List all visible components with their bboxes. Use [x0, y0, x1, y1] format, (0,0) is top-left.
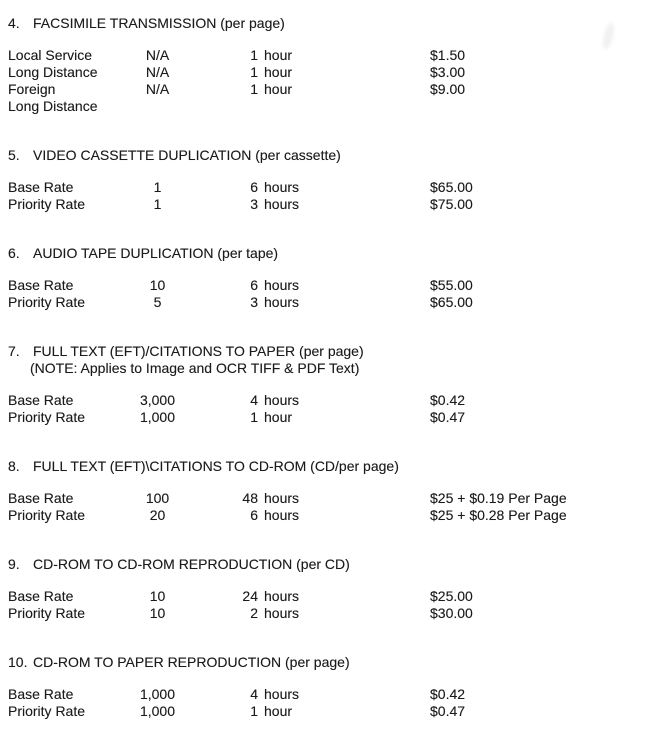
row-price: $75.00	[430, 196, 473, 212]
section-title: FACSIMILE TRANSMISSION (per page)	[33, 15, 285, 31]
section-heading	[8, 343, 650, 377]
row-quantity: 20	[149, 507, 166, 523]
turnaround-number: 1	[250, 64, 258, 80]
row-price: $25 + $0.19 Per Page	[430, 490, 567, 506]
section-number: 4.	[8, 15, 20, 31]
row-price: $0.47	[430, 703, 466, 719]
turnaround-unit: hours	[264, 507, 300, 523]
section-heading	[8, 147, 650, 164]
row-turnaround	[195, 409, 430, 426]
row-label: Foreign	[8, 81, 56, 97]
table-row	[8, 196, 650, 213]
table-row	[8, 490, 650, 507]
row-quantity: N/A	[145, 81, 170, 97]
row-quantity: N/A	[145, 64, 170, 80]
row-quantity: 10	[149, 277, 166, 293]
row-label: Local Service	[8, 47, 93, 63]
row-label: Long Distance	[8, 98, 98, 114]
turnaround-unit: hour	[264, 81, 293, 97]
row-label: Base Rate	[8, 686, 74, 702]
rate-table	[8, 686, 650, 720]
row-quantity: 1,000	[139, 686, 176, 702]
row-turnaround	[195, 196, 430, 213]
table-row-continuation	[8, 98, 650, 115]
row-label: Base Rate	[8, 277, 74, 293]
row-price: $0.42	[430, 686, 466, 702]
turnaround-unit: hours	[264, 588, 300, 604]
row-turnaround	[195, 686, 430, 703]
table-row	[8, 179, 650, 196]
turnaround-number: 3	[250, 196, 258, 212]
row-quantity: N/A	[145, 47, 170, 63]
row-price	[430, 98, 650, 115]
turnaround-number: 1	[250, 703, 258, 719]
row-turnaround	[195, 81, 430, 98]
row-turnaround	[195, 703, 430, 720]
row-price: $65.00	[430, 179, 473, 195]
table-row	[8, 64, 650, 81]
turnaround-number: 6	[250, 277, 258, 293]
row-turnaround	[195, 64, 430, 81]
turnaround-unit: hours	[264, 277, 300, 293]
turnaround-number: 3	[250, 294, 258, 310]
table-row	[8, 588, 650, 605]
table-row	[8, 507, 650, 524]
table-row	[8, 294, 650, 311]
section-number: 10.	[8, 654, 28, 670]
section-title: CD-ROM TO PAPER REPRODUCTION (per page)	[33, 654, 350, 670]
row-turnaround	[195, 294, 430, 311]
section-cdrom-to-paper	[8, 654, 650, 720]
section-video-cassette-duplication	[8, 147, 650, 213]
section-heading	[8, 245, 650, 262]
turnaround-number: 2	[250, 605, 258, 621]
row-price: $25 + $0.28 Per Page	[430, 507, 567, 523]
section-heading	[8, 15, 650, 32]
turnaround-unit: hours	[264, 196, 300, 212]
row-label: Priority Rate	[8, 507, 86, 523]
row-price: $25.00	[430, 588, 473, 604]
row-turnaround	[195, 605, 430, 622]
row-quantity: 5	[153, 294, 162, 310]
section-heading	[8, 458, 650, 475]
row-quantity: 1	[153, 196, 162, 212]
row-turnaround	[195, 98, 430, 115]
row-turnaround	[195, 179, 430, 196]
table-row	[8, 81, 650, 98]
turnaround-unit: hour	[264, 64, 293, 80]
turnaround-number: 4	[250, 686, 258, 702]
section-number: 6.	[8, 245, 20, 261]
turnaround-number: 24	[242, 588, 258, 604]
row-turnaround	[195, 277, 430, 294]
row-quantity	[120, 98, 195, 115]
row-label: Priority Rate	[8, 196, 86, 212]
turnaround-unit: hour	[264, 409, 293, 425]
row-quantity: 1	[153, 179, 162, 195]
row-label: Base Rate	[8, 588, 74, 604]
turnaround-unit: hours	[264, 179, 300, 195]
row-price: $0.47	[430, 409, 466, 425]
rate-table	[8, 588, 650, 622]
turnaround-number: 4	[250, 392, 258, 408]
turnaround-unit: hours	[264, 686, 300, 702]
rate-table	[8, 179, 650, 213]
turnaround-unit: hours	[264, 392, 300, 408]
row-price: $55.00	[430, 277, 473, 293]
section-full-text-to-cdrom	[8, 458, 650, 524]
row-label: Base Rate	[8, 392, 74, 408]
row-price: $65.00	[430, 294, 473, 310]
rate-table	[8, 277, 650, 311]
row-turnaround	[195, 392, 430, 409]
row-quantity: 10	[149, 605, 166, 621]
row-quantity: 1,000	[139, 409, 176, 425]
table-row	[8, 686, 650, 703]
row-price: $9.00	[430, 81, 466, 97]
rate-table	[8, 490, 650, 524]
table-row	[8, 392, 650, 409]
row-label: Priority Rate	[8, 409, 86, 425]
turnaround-number: 6	[250, 507, 258, 523]
turnaround-number: 1	[250, 409, 258, 425]
rate-table	[8, 47, 650, 115]
row-quantity: 100	[145, 490, 170, 506]
section-title-line	[8, 343, 650, 360]
table-row	[8, 409, 650, 426]
section-number: 5.	[8, 147, 20, 163]
row-turnaround	[195, 588, 430, 605]
section-audio-tape-duplication	[8, 245, 650, 311]
turnaround-number: 6	[250, 179, 258, 195]
section-number: 9.	[8, 556, 20, 572]
turnaround-unit: hours	[264, 294, 300, 310]
table-row	[8, 47, 650, 64]
section-heading	[8, 654, 650, 671]
row-turnaround	[195, 47, 430, 64]
section-title: FULL TEXT (EFT)\CITATIONS TO CD-ROM (CD/per page)	[33, 458, 399, 474]
row-label: Priority Rate	[8, 294, 86, 310]
turnaround-unit: hours	[264, 490, 300, 506]
section-title: CD-ROM TO CD-ROM REPRODUCTION (per CD)	[33, 556, 350, 572]
row-price: $30.00	[430, 605, 473, 621]
turnaround-number: 1	[250, 81, 258, 97]
row-label: Base Rate	[8, 490, 74, 506]
row-turnaround	[195, 490, 430, 507]
section-number: 8.	[8, 458, 20, 474]
row-price: $0.42	[430, 392, 466, 408]
section-number: 7.	[8, 343, 20, 359]
row-label: Priority Rate	[8, 703, 86, 719]
section-cdrom-to-cdrom	[8, 556, 650, 622]
row-price: $3.00	[430, 64, 466, 80]
row-label: Long Distance	[8, 64, 98, 80]
section-note: (NOTE: Applies to Image and OCR TIFF & PDF Text)	[30, 360, 360, 376]
row-label: Priority Rate	[8, 605, 86, 621]
table-row	[8, 703, 650, 720]
row-quantity: 3,000	[139, 392, 176, 408]
row-quantity: 1,000	[139, 703, 176, 719]
turnaround-unit: hours	[264, 605, 300, 621]
turnaround-number: 48	[242, 490, 258, 506]
section-title: AUDIO TAPE DUPLICATION (per tape)	[33, 245, 279, 261]
rate-table	[8, 392, 650, 426]
turnaround-unit: hour	[264, 703, 293, 719]
table-row	[8, 605, 650, 622]
section-title: VIDEO CASSETTE DUPLICATION (per cassette)	[33, 147, 341, 163]
section-facsimile-transmission	[8, 15, 650, 115]
row-quantity: 10	[149, 588, 166, 604]
row-turnaround	[195, 507, 430, 524]
section-heading	[8, 556, 650, 573]
turnaround-unit: hour	[264, 47, 293, 63]
row-label: Base Rate	[8, 179, 74, 195]
row-price: $1.50	[430, 47, 466, 63]
section-title: FULL TEXT (EFT)/CITATIONS TO PAPER (per page)	[33, 343, 364, 359]
table-row	[8, 277, 650, 294]
section-full-text-to-paper	[8, 343, 650, 426]
turnaround-number: 1	[250, 47, 258, 63]
